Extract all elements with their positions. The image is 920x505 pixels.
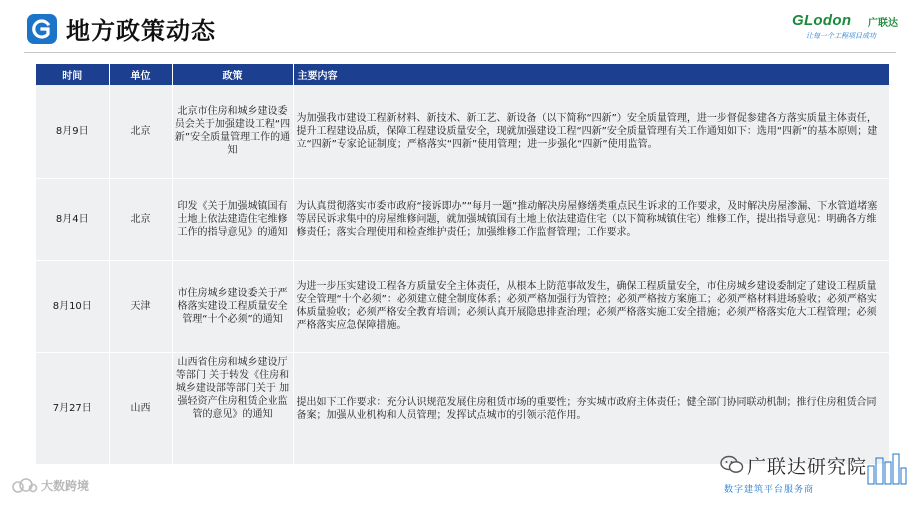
g-letter-icon — [31, 18, 53, 40]
watermark-left — [12, 477, 89, 494]
table-row — [36, 178, 889, 260]
brand-name-cn: 广联达 — [868, 18, 898, 29]
page-title: 地方政策动态 — [66, 17, 216, 45]
watermark-right-name: 广联达研究院 — [747, 456, 868, 478]
city-skyline-icon — [866, 452, 908, 486]
table-row — [36, 260, 889, 352]
cell-time: 8月9日 — [36, 85, 109, 178]
watermark-right-subtitle: 数字建筑平台服务商 — [724, 485, 815, 495]
wechat-icon — [720, 454, 744, 476]
cell-unit: 北京 — [109, 85, 172, 178]
cell-policy: 北京市住房和城乡建设委员会关于加强建设工程“四新”安全质量管理工作的通知 — [172, 85, 293, 178]
cell-unit: 山西 — [109, 352, 172, 464]
cell-content: 为进一步压实建设工程各方质量安全主体责任，从根本上防范事故发生，确保工程质量安全，市住房城乡建设委制定了建设工程质量安全管理“十个必须”：必须建立健全制度体系；必须严格加强行为管控；必须严格按方案施工；必须严格材料进场验收；必须严格实体质量验收；必须严格安全教育培训；必须认真开展隐患排查治理；必须严格落实施工安全措施；必须严格落实危大工程管理；必须严格落实应急保障措施。 — [293, 260, 889, 352]
cell-time: 8月4日 — [36, 178, 109, 260]
cell-content: 提出如下工作要求：充分认识规范发展住房租赁市场的重要性；夯实城市政府主体责任；健全部门协同联动机制；推行住房租赁合同备案；加强从业机构和人员管理；发挥试点城市的引领示范作用。 — [293, 352, 889, 464]
cell-time: 7月27日 — [36, 352, 109, 464]
column-header-content: 主要内容 — [293, 64, 889, 85]
cell-time: 8月10日 — [36, 260, 109, 352]
cell-unit: 天津 — [109, 260, 172, 352]
watermark-right — [700, 452, 910, 497]
watermark-left-text: 大数跨境 — [41, 479, 90, 493]
cell-content: 为认真贯彻落实市委市政府“接诉即办”“每月一题”推动解决房屋修缮类重点民生诉求的工作要求，及时解决房屋渗漏、下水管道堵塞等居民诉求集中的房屋维修问题，就加强城镇国有土地上依法建造住宅（以下简称城镇住宅）维修工作，提出指导意见：明确各方维修责任；落实合理使用和检查维护责任；加强维修工作监督管理；工作要求。 — [293, 178, 889, 260]
cell-content: 为加强我市建设工程新材料、新技术、新工艺、新设备（以下简称“四新”）安全质量管理，进一步督促参建各方落实质量主体责任，提升工程建设品质，保障工程建设质量安全，现就加强建设工程“四新”安全质量管理有关工作通知如下：选用“四新”的基本原则；建立“四新”专家论证制度；严格落实“四新”使用管理；进一步强化“四新”使用监管。 — [293, 85, 889, 178]
column-header-time: 时间 — [36, 64, 109, 85]
cloud-logo-icon — [12, 478, 38, 494]
cell-policy: 印发《关于加强城镇国有土地上依法建造住宅维修工作的指导意见》的通知 — [172, 178, 293, 260]
brand-logo — [792, 12, 902, 44]
brand-name: GLodon — [792, 12, 852, 29]
brand-slogan: 让每一个工程项目成功 — [806, 32, 876, 40]
policy-table — [36, 64, 889, 465]
column-header-unit: 单位 — [109, 64, 172, 85]
header-divider — [24, 52, 896, 53]
table-header-row — [36, 64, 889, 85]
column-header-policy: 政策 — [172, 64, 293, 85]
cell-policy: 市住房城乡建设委关于严格落实建设工程质量安全管理“十个必须”的通知 — [172, 260, 293, 352]
app-logo-icon — [27, 14, 57, 44]
table-row — [36, 352, 889, 464]
table-row — [36, 85, 889, 178]
cell-policy: 山西省住房和城乡建设厅等部门 关于转发《住房和城乡建设部等部门关于 加强轻资产住房租赁企业监管的意见》的通知 — [172, 352, 293, 464]
cell-unit: 北京 — [109, 178, 172, 260]
